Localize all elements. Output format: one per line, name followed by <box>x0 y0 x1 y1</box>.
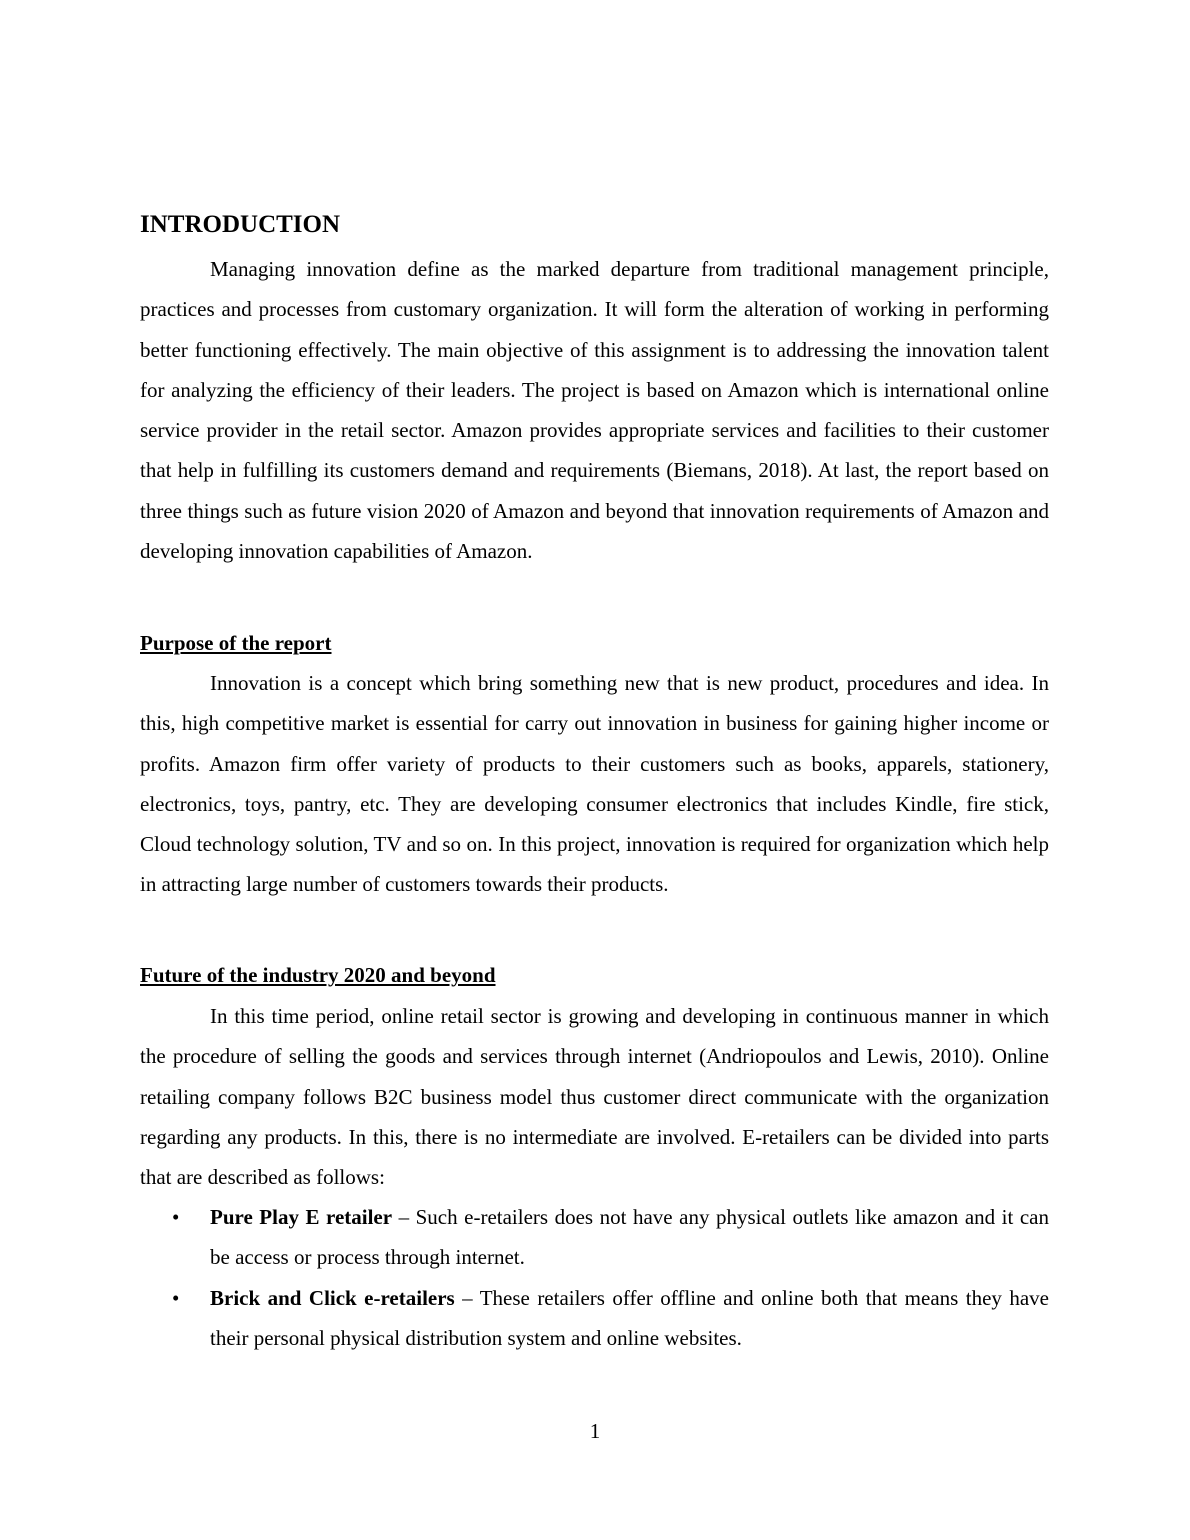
bullet-description: – These retailers offer offline and online both that means they have their personal physical distribution system and online websites. <box>210 1285 1049 1350</box>
bullet-term: Pure Play E retailer <box>210 1205 393 1229</box>
section-heading-purpose: Purpose of the report <box>140 631 332 655</box>
bullet-icon: • <box>172 1205 180 1229</box>
bullet-description: – Such e-retailers does not have any physical outlets like amazon and it can be access or process through internet. <box>210 1205 1049 1270</box>
future-paragraph: In this time period, online retail sector is growing and developing in continuous manner in which the procedure of selling the goods and services through internet (Andriopoulos and Lewis, 2010). Online retailing company follows B2C business model thus customer direct communicate with the organization regarding any products. In this, there is no intermediate are involved. E-retailers can be divided into parts that are described as follows: <box>140 1004 1049 1190</box>
bullet-term: Brick and Click e-retailers <box>210 1285 455 1310</box>
bullet-icon: • <box>172 1285 180 1310</box>
page-number: 1 <box>589 1419 601 1443</box>
list-item <box>140 1278 1049 1359</box>
intro-paragraph: Managing innovation define as the marked departure from traditional management principle, practices and processes from customary organization. It will form the alteration of working in performing better functioning effectively. The main objective of this assignment is to addressing the innovation talent for analyzing the efficiency of their leaders. The project is based on Amazon which is international online service provider in the retail sector. Amazon provides appropriate services and facilities to their customer that help in fulfilling its customers demand and requirements (Biemans, 2018). At last, the report based on three things such as future vision 2020 of Amazon and beyond that innovation requirements of Amazon and developing innovation capabilities of Amazon. <box>140 257 1049 564</box>
purpose-paragraph: Innovation is a concept which bring something new that is new product, procedures and idea. In this, high competitive market is essential for carry out innovation in business for gaining higher income or profits. Amazon firm offer variety of products to their customers such as books, apparels, stationery, electronics, toys, pantry, etc. They are developing consumer electronics that includes Kindle, fire stick, Cloud technology solution, TV and so on. In this project, innovation is required for organization which help in attracting large number of customers towards their products. <box>140 671 1049 897</box>
page-title: INTRODUCTION <box>140 211 341 238</box>
list-item <box>140 1197 1049 1278</box>
section-heading-future: Future of the industry 2020 and beyond <box>140 963 496 987</box>
retailer-types-list <box>140 1197 1049 1358</box>
